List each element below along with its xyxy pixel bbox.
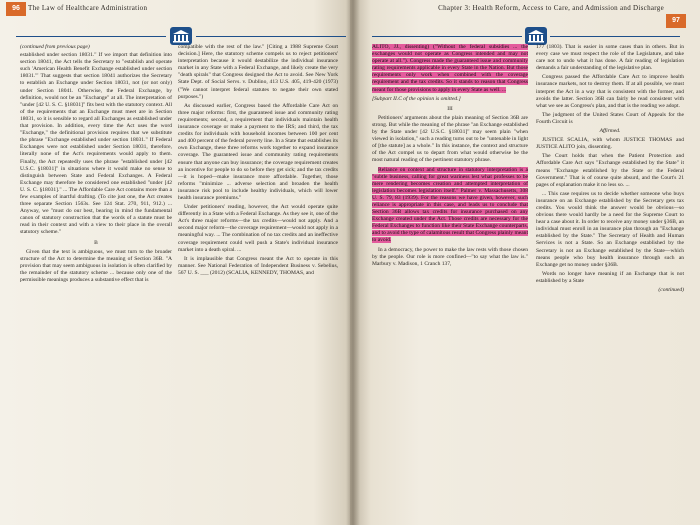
paragraph: Given that the text is ambiguous, we must turn to the broader structure of the Act to determine the meaning of Section 36B. "A provision that may seem ambiguous in isolation is often clarified by the remainder of the statutory scheme ... because only one of the permissible meanings produces a substantive effect that is — [20, 248, 172, 283]
right-running-head: Chapter 3: Health Reform, Access to Care, and Admission and Discharge — [438, 4, 664, 12]
left-page-number: 96 — [6, 2, 26, 16]
courthouse-icon — [170, 27, 192, 45]
section-heading: III — [447, 105, 453, 112]
paragraph: As discussed earlier, Congress based the Affordable Care Act on three major reforms: first, the guaranteed issue and community rating requirements; second, a requirement that individuals maintain health insurance coverage or make a payment to the IRS; and third, the tax credits for individuals with household incomes between 100 per cent and 400 percent of the federal poverty line. In a State that establishes its own Exchange, these three reforms work together to expand insurance coverage. The guaranteed issue and community rating requirements ensure that anyone can buy insurance; the coverage requirement creates an incentive for people to do so before they get sick; and the tax credits—it is hoped—make insurance more affordable. Together, those reforms "minimize ... adverse selection and broaden the health insurance risk pool to include healthy individuals, which will lower health insurance premiums." — [178, 102, 338, 201]
left-column-1 — [20, 44, 172, 286]
paragraph: The judgment of the United States Court of Appeals for the Fourth Circuit is — [536, 111, 684, 125]
paragraph: established under section 18031." If we import that definition into section 18041, the Act tells the Secretary to "establish and operate such 'American Health Benefit Exchange established under section 18031.'" That suggests that section 18041 authorizes the Secretary to establish an Exchange under Section 18031, not (or not only) under Section 18041. Otherwise, the Federal Exchange, by definition, would not be an "Exchange" at all. The interpretation of "under [42 U. S. C. §18031]" fits best with the statutory context. All of the requirements that an Exchange must meet are in Section 18031, so it is sensible to regard all Exchanges as established under that provision. In addition, every time the Act uses the word "Exchange," the definitional provision requires that we substitute the phrase "Exchange established under section 18031." If Federal Exchanges were not established under Section 18031, therefore, literally none of the Act's requirements would apply to them. Finally, the Act repeatedly uses the phrase "established under [42 U.S.C. §18031]" in situations where it would make no sense to distinguish between State and Federal Exchanges. A Federal Exchange may therefore be considered one established "under [42 U. S. C. §18031]." ... The Affordable Care Act contains more than a few examples of inartful drafting. (To cite just one, the Act creates three separate Section 1563s. See 124 Stat. 270, 911, 912.) ... Anyway, we "must do our best, bearing in mind the fundamental canon of statutory construction that the words of a statute must be read in their context and with a view to their place in the overall statutory scheme." — [20, 52, 172, 236]
right-rule-right — [550, 36, 680, 37]
right-column-1 — [372, 44, 528, 270]
paragraph: ... This case requires us to decide whether someone who buys insurance on an Exchange established by the Secretary gets tax credits. You would think the answer would be obvious—so obvious there would hardly be a need for the Supreme Court to hear a case about it. In order to receive any money under §36B, an individual must enroll in an insurance plan through an "Exchange established by the State." The Secretary of Health and Human Services is not a State. So an Exchange established by the Secretary is not an Exchange established by the State—which means people who buy health insurance through such an Exchange get no money under §36B. — [536, 190, 684, 268]
paragraph: The Court holds that when the Patient Protection and Affordable Care Act says "Exchange established by the State" it means "Exchange established by the State or the Federal Government." That is of course quite absurd, and the Court's 21 pages of explanation make it no less so. ... — [536, 153, 684, 188]
left-column-2 — [178, 44, 338, 279]
paragraph: Congress passed the Affordable Care Act to improve health insurance markets, not to destroy them. If at all possible, we must interpret the Act in a way that is consistent with the former, and avoids the latter. Section 36B can fairly be read consistent with what we see as Congress's plan, and that is the reading we adopt. — [536, 74, 684, 109]
right-rule-left — [372, 36, 522, 37]
paragraph: It is implausible that Congress meant the Act to operate in this manner. See National Federation of Independent Business v. Sebelius, 567 U. S. ___ (2012) (SCALIA, KENNEDY, THOMAS, and — [178, 255, 338, 276]
right-column-2 — [536, 44, 684, 296]
paragraph: In a democracy, the power to make the law rests with those chosen by the people. Our role is more confined—"to say what the law is." Marbury v. Madison, 1 Cranch 137, — [372, 246, 528, 267]
paragraph: Under petitioners' reading, however, the Act would operate quite differently in a State with a Federal Exchange. As they see it, one of the Act's three major reforms—the tax credits—would not apply. And a second major reform—the coverage requirement—would not apply in a meaningful way. ... The combination of no tax credits and an ineffective coverage requirement could well push a State's individual insurance market into a death spiral. ... — [178, 204, 338, 253]
section-heading: B — [94, 239, 98, 246]
courthouse-icon — [525, 27, 547, 45]
paragraph: Words no longer have meaning if an Exchange that is not established by a State — [536, 270, 684, 284]
dissent-heading: JUSTICE SCALIA, with whom JUSTICE THOMAS and JUSTICE ALITO join, dissenting. — [536, 137, 684, 151]
highlighted-paragraph — [372, 44, 528, 94]
book-gutter — [346, 0, 360, 525]
highlighted-text: Reliance on context and structure in statutory interpretation is a "subtle business, calling for great wariness lest what professes to be mere rendering becomes creation and attempted interpretation of legislation becomes legislation itself." Palmer v. Massachusetts, 308 U. S. 79, 83 (1939). For the reasons we have given, however, such reliance is appropriate in this case, and leads us to conclude that Section 36B allows tax credits for insurance purchased on any Exchange created under the Act. Those credits are necessary for the Federal Exchanges to function like their State Exchange counterparts, and to avoid the type of calamitous result that Congress plainly meant to avoid. — [372, 166, 528, 244]
continued-label: (continued from previous page) — [20, 44, 90, 50]
disposition: Affirmed. — [599, 128, 621, 135]
highlighted-text: ALITO, JJ., dissenting) ("Without the federal subsidies ... the exchanges would not operate as Congress intended and may not operate at all."). Congress made the guaranteed issue and community rating requirements applicable in every State in the Nation. But those requirements only work when combined with the coverage requirement and the tax credits. So it stands to reason that Congress meant for those provisions to apply in every State as well. ... — [372, 44, 528, 93]
continued-label: (continued) — [658, 287, 684, 293]
right-page — [350, 0, 700, 525]
left-rule-right — [196, 36, 346, 37]
right-page-number: 97 — [666, 14, 686, 28]
omitted-note: [Subpart II.C of the opinion is omitted.] — [372, 95, 461, 102]
left-running-head: The Law of Healthcare Administration — [28, 4, 148, 12]
paragraph: compatible with the rest of the law." [Citing a 1988 Supreme Court decision.] Here, the statutory scheme compels us to reject petitioners' interpretation because it would destabilize the individual insurance market in any State with a Federal Exchange, and likely create the very "death spirals" that Congress designed the Act to avoid. See New York State Dept. of Social Servs. v. Dublino, 413 U.S. 405, 419-420 (1973) ("We cannot interpret federal statutes to negate their own stated purposes.") — [178, 44, 338, 100]
left-rule-left — [16, 36, 166, 37]
paragraph: Petitioners' arguments about the plain meaning of Section 36B are strong. But while the meaning of the phrase "an Exchange established by the State under [42 U.S.C. §18031]" may seem plain "when viewed in isolation," such a reading turns out to be "untenable in light of [the statute] as a whole." In this instance, the context and structure of the Act compel us to depart from what would otherwise be the most natural reading of the pertinent statutory phrase. — [372, 114, 528, 164]
highlighted-paragraph — [372, 167, 528, 245]
paragraph: 177 (1803). That is easier in some cases than in others. But in every case we must respect the role of the Legislature, and take care not to undo what it has done. A fair reading of legislation demands a fair understanding of the legislative plan. — [536, 44, 684, 72]
